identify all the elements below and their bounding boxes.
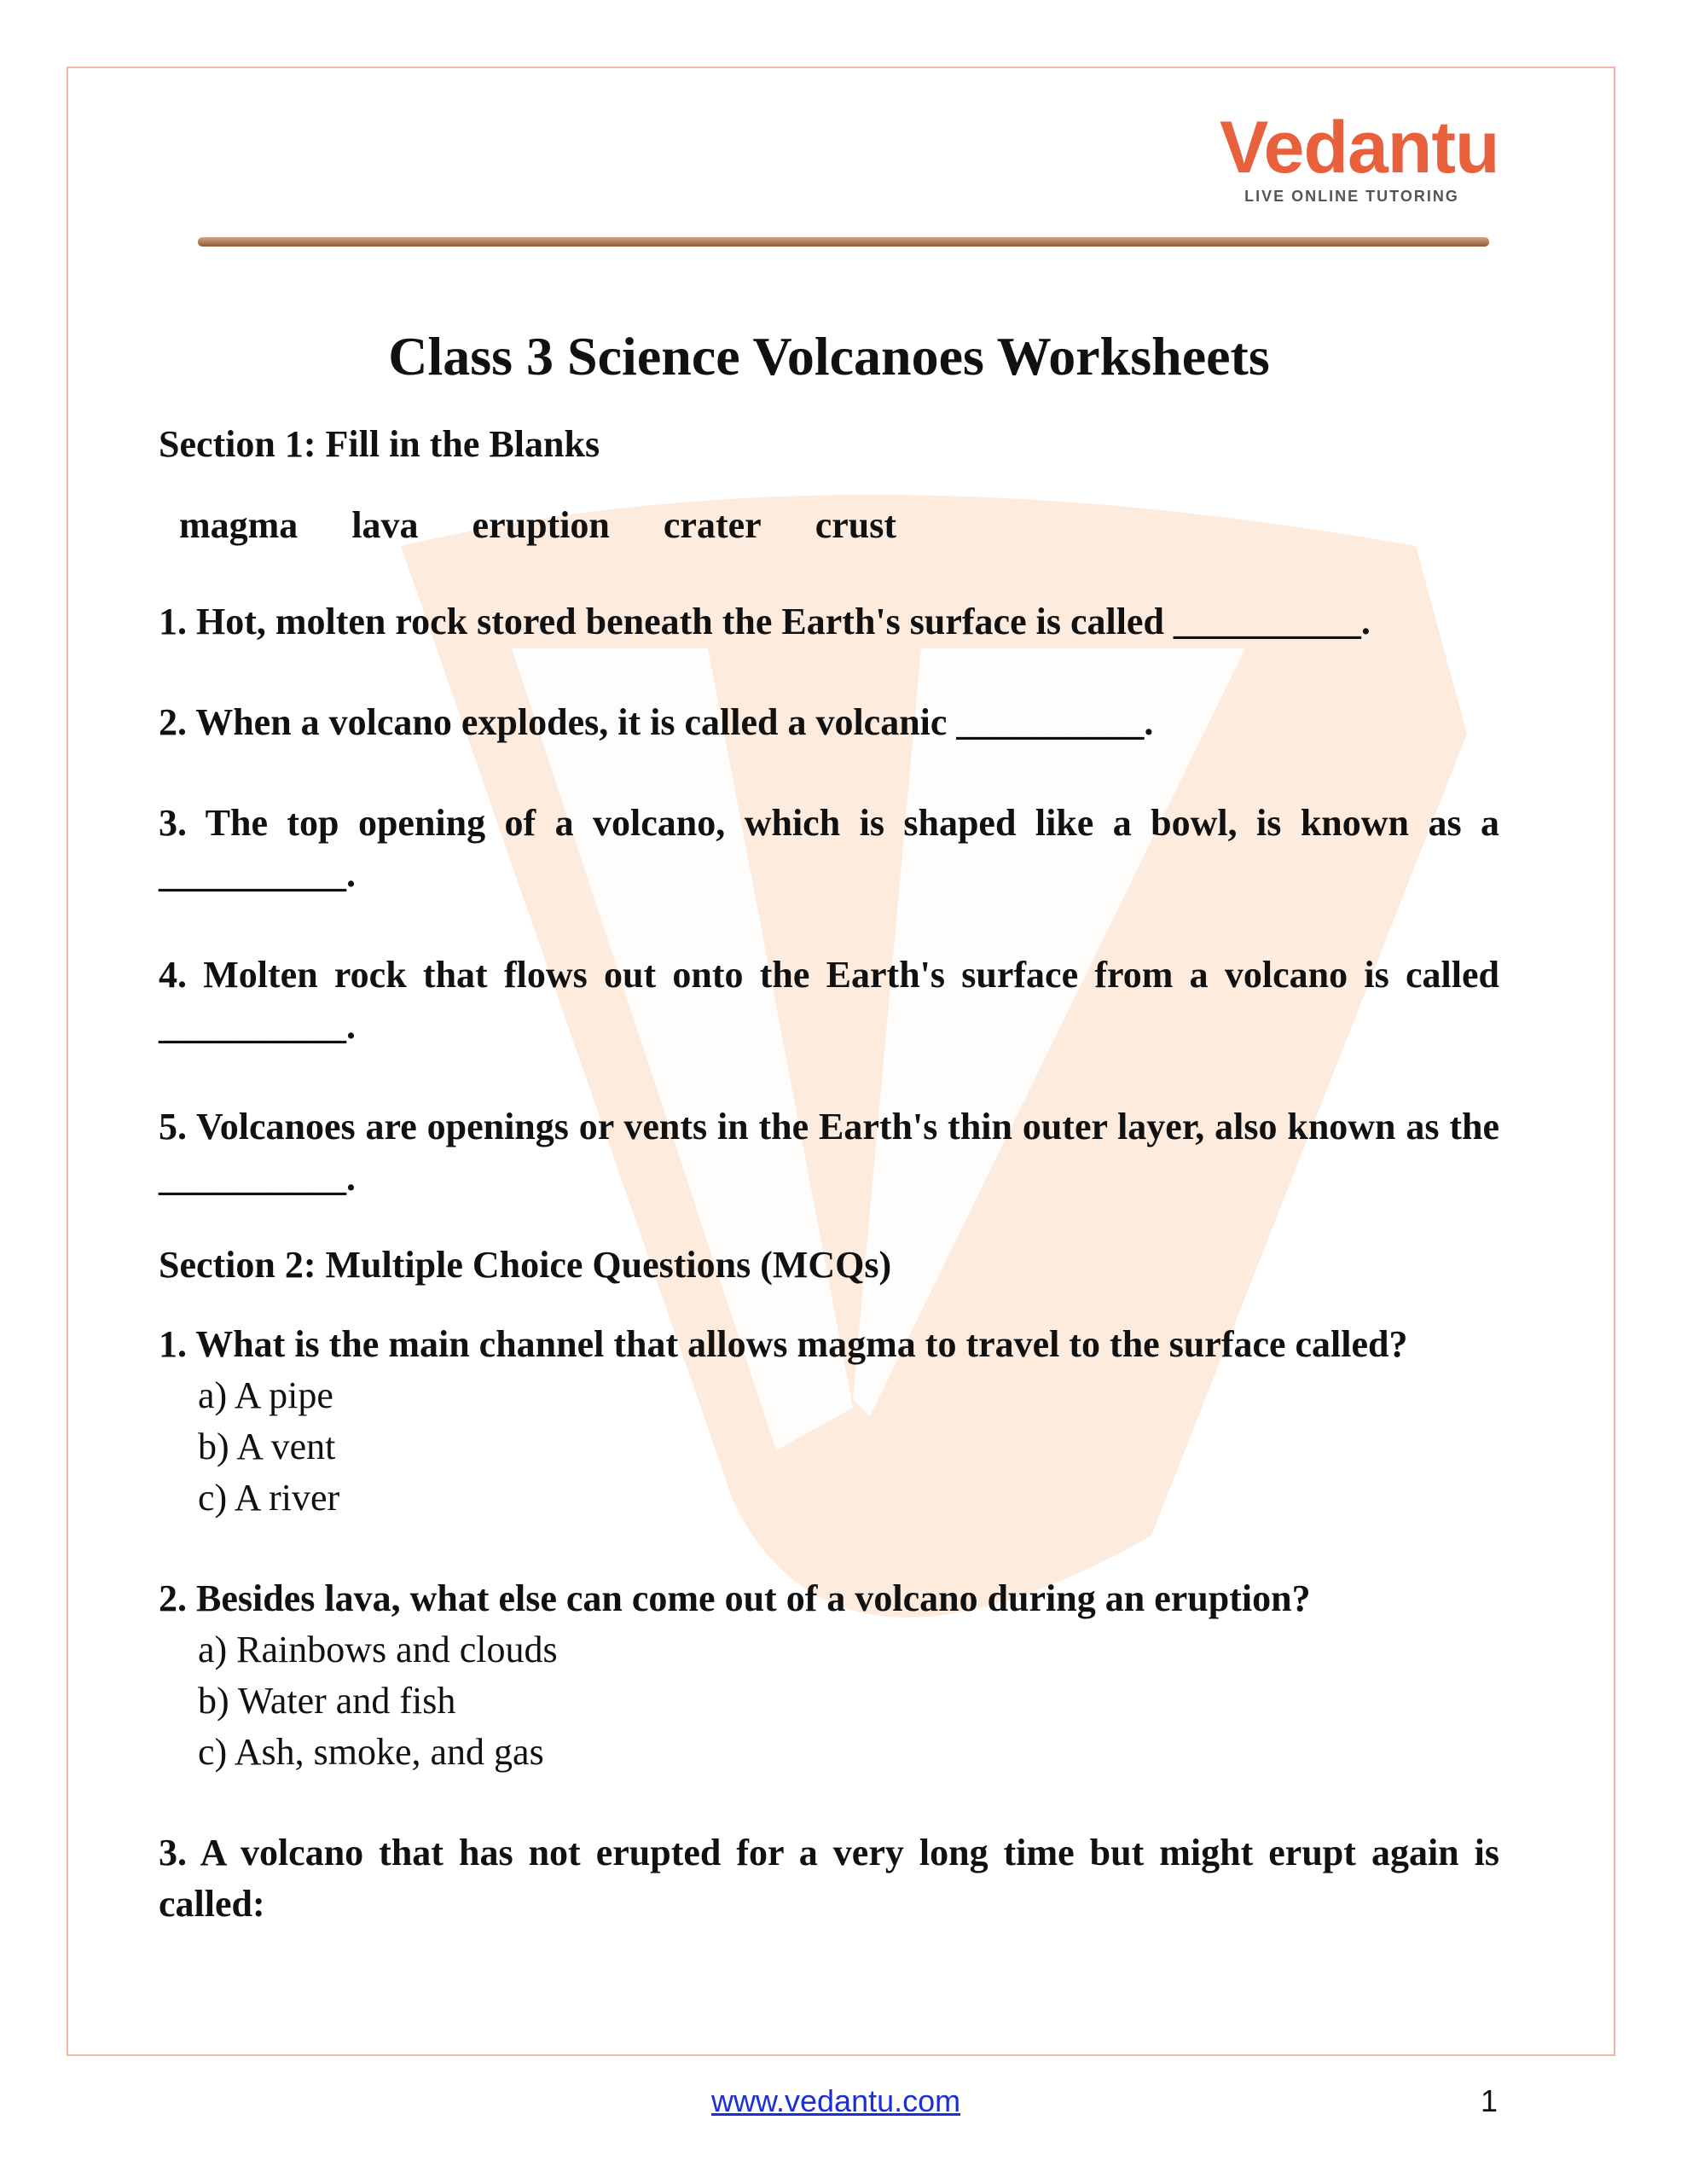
mcq-option: c) A river — [198, 1476, 340, 1519]
fill-blank-question: 5. Volcanoes are openings or vents in the Earth's thin outer layer, also known as the __________. — [159, 1105, 1499, 1199]
mcq-option: c) Ash, smoke, and gas — [198, 1730, 544, 1773]
word-bank-item: lava — [351, 503, 419, 546]
logo-wordmark: Vedantu — [1220, 107, 1499, 189]
vedantu-logo — [1220, 107, 1499, 206]
fill-blank-question: 3. The top opening of a volcano, which is shaped like a bowl, is known as a __________. — [159, 801, 1499, 895]
mcq-option: a) Rainbows and clouds — [198, 1628, 558, 1670]
word-bank-item: crater — [663, 503, 762, 546]
mcq-question: 2. Besides lava, what else can come out of a volcano during an eruption? — [159, 1577, 1311, 1619]
worksheet-content — [159, 307, 1499, 1930]
logo-tagline: LIVE ONLINE TUTORING — [1244, 188, 1459, 205]
fill-blank-question: 2. When a volcano explodes, it is called a volcanic __________. — [159, 700, 1154, 743]
page-title: Class 3 Science Volcanoes Worksheets — [388, 326, 1270, 386]
header-rule — [198, 237, 1489, 247]
mcq-question: 3. A volcano that has not erupted for a very long time but might erupt again is called: — [159, 1831, 1499, 1925]
mcq-question: 1. What is the main channel that allows magma to travel to the surface called? — [159, 1322, 1408, 1365]
word-bank-item: crust — [815, 503, 896, 546]
mcq-option: b) Water and fish — [198, 1679, 456, 1722]
word-bank-item: eruption — [472, 503, 610, 546]
section1-title: Section 1: Fill in the Blanks — [159, 422, 600, 465]
section2-title: Section 2: Multiple Choice Questions (MCQs) — [159, 1243, 892, 1286]
mcq-options — [159, 1370, 1499, 1524]
page-number: 1 — [1481, 2083, 1499, 2118]
fill-blank-question: 1. Hot, molten rock stored beneath the Earth's surface is called __________. — [159, 600, 1371, 642]
mcq-option: b) A vent — [198, 1425, 336, 1467]
footer-website-link[interactable]: www.vedantu.com — [711, 2083, 961, 2118]
mcq-option: a) A pipe — [198, 1374, 333, 1416]
mcq-options — [159, 1624, 1499, 1778]
fill-blank-question: 4. Molten rock that flows out onto the Earth's surface from a volcano is called __________. — [159, 953, 1499, 1047]
word-bank — [159, 503, 1499, 547]
word-bank-item: magma — [179, 503, 299, 546]
